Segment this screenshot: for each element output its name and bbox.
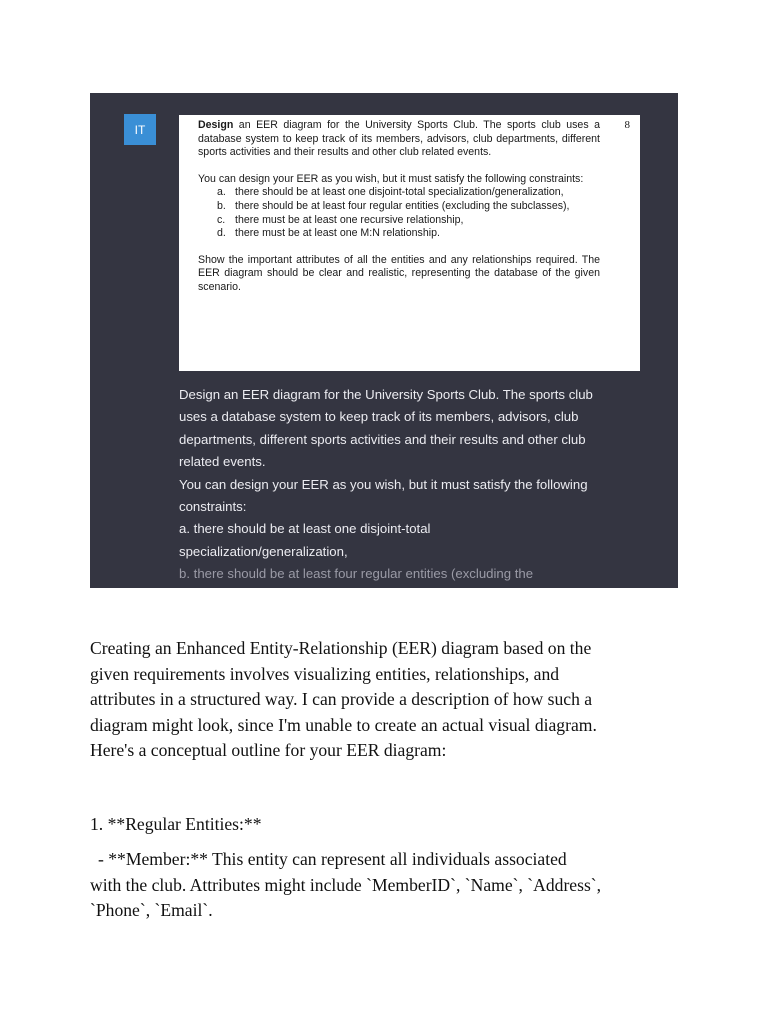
chat-line-faded: b. there should be at least four regular entities (excluding the: [179, 566, 534, 582]
question-marks: 8: [624, 119, 630, 131]
chat-line: a. there should be at least one disjoint-total: [179, 521, 431, 537]
constraint-letter: a.: [217, 186, 226, 199]
intro-line: diagram might look, since I'm unable to create an actual visual diagram.: [90, 714, 597, 735]
constraint-letter: d.: [217, 227, 226, 240]
chat-line: related events.: [179, 454, 266, 470]
constraint-item: [198, 227, 600, 241]
question-closing: Show the important attributes of all the entities and any relationships required. The EER diagram should be clear and realistic, representing the database of the given scenario.: [198, 253, 600, 293]
question-intro-rest: an EER diagram for the University Sports Club. The sports club uses a database system to keep track of its members, advisors, club departments, different sports activities and their results and other club related events.: [198, 119, 600, 159]
intro-paragraph: [90, 636, 680, 764]
section-heading: 1. **Regular Entities:**: [90, 814, 262, 834]
question-intro: [198, 119, 600, 160]
intro-line: attributes in a structured way. I can provide a description of how such a: [90, 689, 593, 710]
member-line: `Phone`, `Email`.: [90, 900, 213, 921]
constraint-item: [198, 186, 600, 200]
chat-line: specialization/generalization,: [179, 543, 348, 559]
constraints-intro: You can design your EER as you wish, but it must satisfy the following constraints:: [198, 172, 584, 185]
constraint-item: [198, 214, 600, 228]
chat-message-text: [179, 384, 649, 586]
user-avatar: IT: [124, 114, 156, 145]
question-image: [179, 115, 640, 371]
member-line: - **Member:** This entity can represent all individuals associated: [98, 849, 567, 869]
chat-line: uses a database system to keep track of its members, advisors, club: [179, 409, 579, 425]
chat-line: You can design your EER as you wish, but it must satisfy the following: [179, 476, 588, 492]
constraint-letter: b.: [217, 199, 226, 212]
constraint-text: there must be at least one recursive relationship,: [235, 213, 464, 226]
intro-line: given requirements involves visualizing entities, relationships, and: [90, 663, 560, 684]
chat-line: constraints:: [179, 499, 247, 515]
chat-line: departments, different sports activities and their results and other club: [179, 431, 586, 447]
constraint-letter: c.: [217, 213, 226, 226]
intro-line: Creating an Enhanced Entity-Relationship (EER) diagram based on the: [90, 638, 592, 658]
constraint-text: there should be at least four regular entities (excluding the subclasses),: [235, 199, 570, 212]
chat-screenshot: [90, 93, 678, 588]
member-paragraph: [90, 847, 682, 924]
constraint-text: there should be at least one disjoint-total specialization/generalization,: [235, 186, 564, 199]
constraint-text: there must be at least one M:N relationship.: [235, 227, 440, 240]
chat-line: Design an EER diagram for the University Sports Club. The sports club: [179, 387, 593, 402]
question-intro-bold: Design: [198, 119, 234, 131]
constraint-item: [198, 200, 600, 214]
intro-line: Here's a conceptual outline for your EER diagram:: [90, 740, 447, 761]
member-line: with the club. Attributes might include `MemberID`, `Name`, `Address`,: [90, 874, 602, 895]
